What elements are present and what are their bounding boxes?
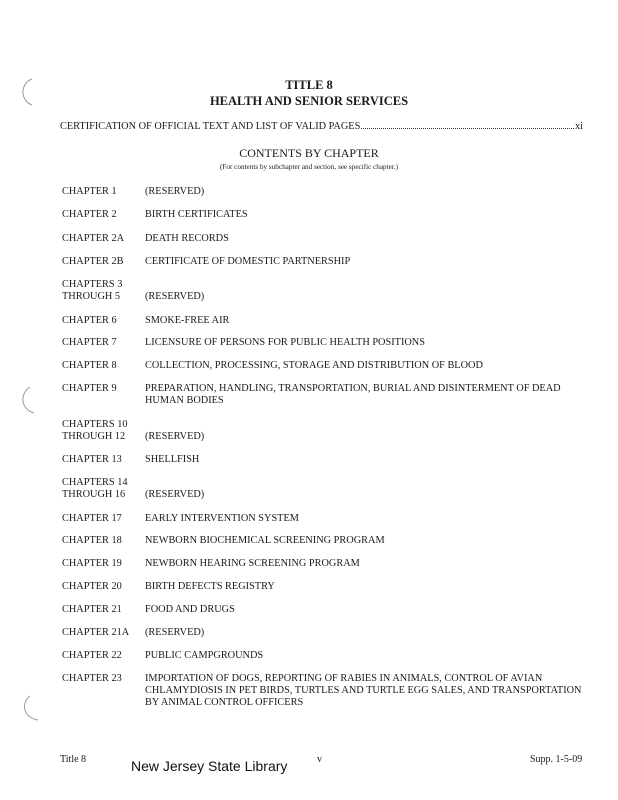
certification-page: xi: [574, 121, 583, 132]
chapter-label: CHAPTER 18: [62, 535, 122, 546]
certification-line: [60, 121, 583, 132]
certification-text: CERTIFICATION OF OFFICIAL TEXT AND LIST OF VALID PAGES: [60, 121, 361, 132]
chapter-label: CHAPTERS 10 THROUGH 12: [62, 419, 128, 442]
chapter-label: CHAPTER 1: [62, 186, 117, 197]
chapter-label: CHAPTER 2B: [62, 256, 124, 267]
library-stamp: New Jersey State Library: [131, 758, 288, 774]
chapter-label: CHAPTER 2A: [62, 233, 125, 244]
page-number: v: [317, 754, 322, 765]
supplement-date: Supp. 1-5-09: [530, 754, 583, 765]
chapter-label: CHAPTER 20: [62, 581, 122, 592]
punch-hole-mark-bottom: [18, 690, 48, 730]
chapter-label: CHAPTER 19: [62, 558, 122, 569]
chapter-title: BIRTH DEFECTS REGISTRY: [145, 581, 275, 592]
chapter-label: CHAPTER 9: [62, 383, 117, 394]
chapter-label: CHAPTER 21A: [62, 627, 130, 638]
chapter-label: CHAPTER 7: [62, 337, 117, 348]
chapter-title: EARLY INTERVENTION SYSTEM: [145, 513, 299, 524]
chapter-label: CHAPTER 23: [62, 673, 122, 684]
chapter-label: CHAPTER 6: [62, 315, 117, 326]
document-title: TITLE 8: [285, 78, 333, 92]
chapter-title: LICENSURE OF PERSONS FOR PUBLIC HEALTH POSITIONS: [145, 337, 425, 348]
chapter-label: CHAPTERS 14 THROUGH 16: [62, 477, 128, 500]
chapter-label: CHAPTER 2: [62, 209, 117, 220]
chapter-title: IMPORTATION OF DOGS, REPORTING OF RABIES IN ANIMALS, CONTROL OF AVIAN CHLAMYDIOSIS IN PET BIRDS, TURTLES AND TURTLE EGG SALES, AND TRANSPORTATION BY ANIMAL CONTROL OFFICERS: [145, 673, 582, 708]
chapter-title: FOOD AND DRUGS: [145, 604, 235, 615]
chapter-title: (RESERVED): [145, 489, 205, 500]
chapter-label: CHAPTER 22: [62, 650, 122, 661]
contents-heading: CONTENTS BY CHAPTER: [239, 146, 379, 160]
footer-title: Title 8: [60, 754, 87, 765]
chapter-title: COLLECTION, PROCESSING, STORAGE AND DISTRIBUTION OF BLOOD: [145, 360, 483, 371]
contents-note: (For contents by subchapter and section, see specific chapter.): [219, 163, 399, 171]
chapter-title: (RESERVED): [145, 627, 205, 638]
chapter-title: NEWBORN BIOCHEMICAL SCREENING PROGRAM: [145, 535, 385, 546]
chapter-label: CHAPTER 21: [62, 604, 122, 615]
chapter-title: PUBLIC CAMPGROUNDS: [145, 650, 264, 661]
chapter-title: NEWBORN HEARING SCREENING PROGRAM: [145, 558, 360, 569]
chapter-title: (RESERVED): [145, 291, 205, 302]
chapter-title: CERTIFICATE OF DOMESTIC PARTNERSHIP: [145, 256, 351, 267]
chapter-title: (RESERVED): [145, 431, 205, 442]
chapter-label: CHAPTER 13: [62, 454, 122, 465]
chapter-title: DEATH RECORDS: [145, 233, 229, 244]
chapter-title: SHELLFISH: [145, 454, 200, 465]
chapter-title: (RESERVED): [145, 186, 205, 197]
chapter-label: CHAPTER 8: [62, 360, 117, 371]
chapter-title: BIRTH CERTIFICATES: [145, 209, 248, 220]
chapter-label: CHAPTERS 3 THROUGH 5: [62, 279, 123, 302]
punch-hole-mark-middle: [18, 385, 48, 425]
chapter-title: PREPARATION, HANDLING, TRANSPORTATION, BURIAL AND DISINTERMENT OF DEAD HUMAN BODIES: [145, 383, 561, 406]
dot-leader: [361, 128, 574, 129]
chapter-title: SMOKE-FREE AIR: [145, 315, 230, 326]
chapter-label: CHAPTER 17: [62, 513, 122, 524]
document-subtitle: HEALTH AND SENIOR SERVICES: [209, 94, 409, 108]
